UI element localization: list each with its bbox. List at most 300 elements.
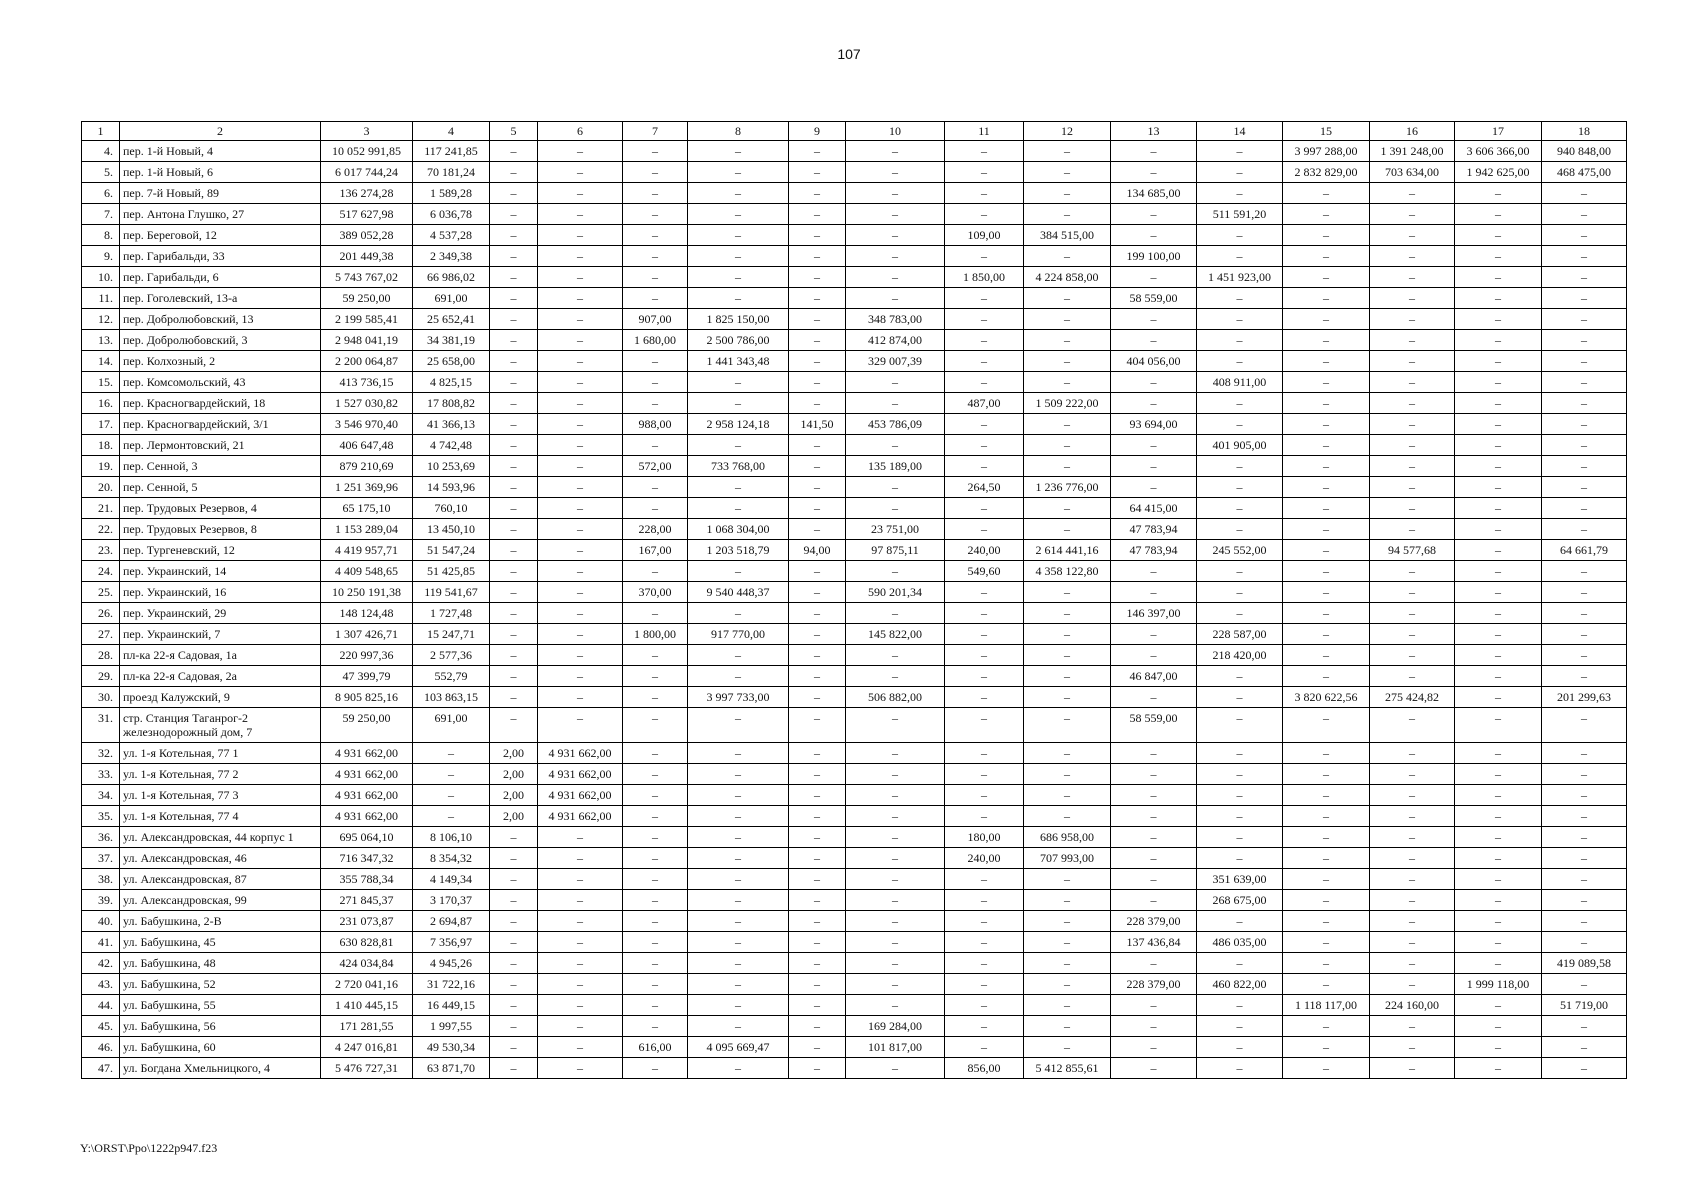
value-cell: – <box>1283 309 1370 330</box>
value-cell: – <box>1370 806 1455 827</box>
value-cell: 4 409 548,65 <box>321 561 413 582</box>
value-cell: – <box>538 1058 623 1079</box>
value-cell: – <box>789 953 846 974</box>
value-cell: – <box>413 806 490 827</box>
value-cell: – <box>1024 890 1111 911</box>
table-row <box>82 687 1627 708</box>
value-cell: 691,00 <box>413 288 490 309</box>
value-cell: 453 786,09 <box>846 414 945 435</box>
value-cell: – <box>1455 666 1542 687</box>
value-cell: – <box>789 246 846 267</box>
value-cell: – <box>1455 645 1542 666</box>
value-cell: – <box>1455 827 1542 848</box>
value-cell: – <box>789 225 846 246</box>
value-cell: – <box>1542 582 1627 603</box>
value-cell: 686 958,00 <box>1024 827 1111 848</box>
value-cell: – <box>945 435 1024 456</box>
value-cell: – <box>623 141 688 162</box>
value-cell: 201 299,63 <box>1542 687 1627 708</box>
value-cell: – <box>1283 393 1370 414</box>
value-cell: – <box>1455 561 1542 582</box>
value-cell: – <box>688 561 789 582</box>
value-cell: – <box>490 183 538 204</box>
value-cell: – <box>945 141 1024 162</box>
value-cell: – <box>846 204 945 225</box>
address-cell: пер. Украинский, 14 <box>120 561 321 582</box>
value-cell: – <box>1542 932 1627 953</box>
value-cell: – <box>490 540 538 561</box>
value-cell: – <box>1370 1016 1455 1037</box>
value-cell: – <box>945 708 1024 743</box>
value-cell: – <box>1370 953 1455 974</box>
value-cell: – <box>1197 141 1283 162</box>
value-cell: – <box>688 932 789 953</box>
value-cell: – <box>623 603 688 624</box>
value-cell: – <box>1024 204 1111 225</box>
value-cell: 8 354,32 <box>413 848 490 869</box>
table-row <box>82 666 1627 687</box>
value-cell: – <box>1024 1037 1111 1058</box>
value-cell: – <box>1455 953 1542 974</box>
value-cell: 136 274,28 <box>321 183 413 204</box>
value-cell: 404 056,00 <box>1111 351 1197 372</box>
value-cell: – <box>1542 330 1627 351</box>
value-cell: – <box>490 351 538 372</box>
column-header: 2 <box>120 122 321 141</box>
value-cell: – <box>1283 1016 1370 1037</box>
address-cell: ул. Бабушкина, 55 <box>120 995 321 1016</box>
table-row <box>82 995 1627 1016</box>
value-cell: – <box>1283 743 1370 764</box>
value-cell: – <box>623 477 688 498</box>
value-cell: 4 358 122,80 <box>1024 561 1111 582</box>
value-cell: – <box>623 561 688 582</box>
value-cell: – <box>1024 246 1111 267</box>
value-cell: – <box>1455 785 1542 806</box>
value-cell: 228,00 <box>623 519 688 540</box>
value-cell: 8 106,10 <box>413 827 490 848</box>
value-cell: – <box>490 456 538 477</box>
value-cell: – <box>846 764 945 785</box>
value-cell: – <box>945 1037 1024 1058</box>
value-cell: 220 997,36 <box>321 645 413 666</box>
value-cell: 51 719,00 <box>1542 995 1627 1016</box>
value-cell: – <box>623 974 688 995</box>
value-cell: 2 958 124,18 <box>688 414 789 435</box>
value-cell: 2 948 041,19 <box>321 330 413 351</box>
value-cell: 355 788,34 <box>321 869 413 890</box>
address-cell: пер. 7-й Новый, 89 <box>120 183 321 204</box>
column-header: 5 <box>490 122 538 141</box>
value-cell: – <box>490 1016 538 1037</box>
value-cell: – <box>490 687 538 708</box>
value-cell: – <box>1111 309 1197 330</box>
value-cell: – <box>789 267 846 288</box>
value-cell: – <box>945 645 1024 666</box>
value-cell: 66 986,02 <box>413 267 490 288</box>
value-cell: – <box>1542 708 1627 743</box>
value-cell: 201 449,38 <box>321 246 413 267</box>
value-cell: – <box>846 932 945 953</box>
value-cell: – <box>538 351 623 372</box>
value-cell: – <box>413 743 490 764</box>
value-cell: – <box>789 848 846 869</box>
value-cell: 228 587,00 <box>1197 624 1283 645</box>
value-cell: – <box>413 785 490 806</box>
value-cell: – <box>1455 456 1542 477</box>
value-cell: – <box>945 351 1024 372</box>
value-cell: – <box>1111 1058 1197 1079</box>
value-cell: – <box>1197 183 1283 204</box>
value-cell: – <box>1370 645 1455 666</box>
value-cell: 63 871,70 <box>413 1058 490 1079</box>
row-number: 37. <box>82 848 120 869</box>
table-row <box>82 141 1627 162</box>
value-cell: 23 751,00 <box>846 519 945 540</box>
value-cell: 1 307 426,71 <box>321 624 413 645</box>
value-cell: – <box>1455 351 1542 372</box>
value-cell: 141,50 <box>789 414 846 435</box>
value-cell: 419 089,58 <box>1542 953 1627 974</box>
address-cell: пер. 1-й Новый, 6 <box>120 162 321 183</box>
value-cell: 1 727,48 <box>413 603 490 624</box>
row-number: 19. <box>82 456 120 477</box>
value-cell: – <box>1197 309 1283 330</box>
value-cell: – <box>1197 288 1283 309</box>
value-cell: – <box>688 1058 789 1079</box>
value-cell: – <box>945 204 1024 225</box>
value-cell: – <box>1542 393 1627 414</box>
value-cell: – <box>490 372 538 393</box>
value-cell: 47 399,79 <box>321 666 413 687</box>
value-cell: – <box>1455 743 1542 764</box>
value-cell: – <box>1111 743 1197 764</box>
column-header: 13 <box>1111 122 1197 141</box>
row-number: 27. <box>82 624 120 645</box>
value-cell: – <box>1283 603 1370 624</box>
value-cell: – <box>623 785 688 806</box>
value-cell: – <box>538 414 623 435</box>
value-cell: – <box>1370 183 1455 204</box>
value-cell: 240,00 <box>945 848 1024 869</box>
value-cell: – <box>1542 435 1627 456</box>
value-cell: – <box>1370 435 1455 456</box>
value-cell: 506 882,00 <box>846 687 945 708</box>
row-number: 10. <box>82 267 120 288</box>
value-cell: 59 250,00 <box>321 288 413 309</box>
value-cell: – <box>789 1037 846 1058</box>
value-cell: – <box>688 162 789 183</box>
value-cell: – <box>538 435 623 456</box>
value-cell: – <box>1370 708 1455 743</box>
value-cell: – <box>688 869 789 890</box>
value-cell: – <box>1111 1016 1197 1037</box>
address-cell: пер. Береговой, 12 <box>120 225 321 246</box>
table-row <box>82 603 1627 624</box>
value-cell: – <box>1370 666 1455 687</box>
value-cell: 103 863,15 <box>413 687 490 708</box>
value-cell: – <box>490 827 538 848</box>
value-cell: – <box>1024 869 1111 890</box>
value-cell: – <box>1455 890 1542 911</box>
value-cell: – <box>1111 582 1197 603</box>
value-cell: – <box>1111 162 1197 183</box>
value-cell: – <box>1024 498 1111 519</box>
row-number: 32. <box>82 743 120 764</box>
table-body <box>82 122 1627 1079</box>
value-cell: – <box>1024 764 1111 785</box>
row-number: 44. <box>82 995 120 1016</box>
value-cell: 268 675,00 <box>1197 890 1283 911</box>
value-cell: 3 820 622,56 <box>1283 687 1370 708</box>
value-cell: 1 391 248,00 <box>1370 141 1455 162</box>
value-cell: – <box>846 141 945 162</box>
table-row <box>82 708 1627 743</box>
value-cell: – <box>1283 330 1370 351</box>
value-cell: – <box>1283 645 1370 666</box>
value-cell: – <box>1542 183 1627 204</box>
value-cell: – <box>1455 288 1542 309</box>
value-cell: – <box>945 687 1024 708</box>
value-cell: – <box>490 1037 538 1058</box>
value-cell: 2,00 <box>490 785 538 806</box>
address-cell: ул. 1-я Котельная, 77 3 <box>120 785 321 806</box>
value-cell: – <box>1197 603 1283 624</box>
column-header: 12 <box>1024 122 1111 141</box>
value-cell: – <box>1542 869 1627 890</box>
value-cell: – <box>688 267 789 288</box>
value-cell: – <box>1111 890 1197 911</box>
value-cell: – <box>1370 932 1455 953</box>
row-number: 14. <box>82 351 120 372</box>
value-cell: – <box>688 183 789 204</box>
value-cell: – <box>1111 267 1197 288</box>
value-cell: – <box>1111 141 1197 162</box>
value-cell: – <box>1283 519 1370 540</box>
address-cell: пер. Гоголевский, 13-а <box>120 288 321 309</box>
value-cell: – <box>789 582 846 603</box>
value-cell: 517 627,98 <box>321 204 413 225</box>
value-cell: – <box>846 666 945 687</box>
value-cell: 486 035,00 <box>1197 932 1283 953</box>
value-cell: – <box>538 456 623 477</box>
value-cell: – <box>945 911 1024 932</box>
value-cell: 7 356,97 <box>413 932 490 953</box>
value-cell: – <box>688 743 789 764</box>
value-cell: – <box>846 743 945 764</box>
value-cell: – <box>1455 932 1542 953</box>
value-cell: – <box>846 246 945 267</box>
value-cell: – <box>789 932 846 953</box>
value-cell: 1 203 518,79 <box>688 540 789 561</box>
value-cell: – <box>538 869 623 890</box>
table-row <box>82 764 1627 785</box>
value-cell: – <box>1455 414 1542 435</box>
value-cell: – <box>1197 414 1283 435</box>
value-cell: – <box>1455 582 1542 603</box>
value-cell: – <box>490 666 538 687</box>
table-row <box>82 743 1627 764</box>
value-cell: – <box>1542 603 1627 624</box>
row-number: 30. <box>82 687 120 708</box>
table-row <box>82 435 1627 456</box>
row-number: 39. <box>82 890 120 911</box>
table-row <box>82 330 1627 351</box>
address-cell: ул. Бабушкина, 48 <box>120 953 321 974</box>
value-cell: – <box>1283 785 1370 806</box>
value-cell: – <box>490 1058 538 1079</box>
value-cell: – <box>789 498 846 519</box>
value-cell: – <box>413 764 490 785</box>
value-cell: 146 397,00 <box>1111 603 1197 624</box>
value-cell: – <box>688 603 789 624</box>
value-cell: – <box>538 330 623 351</box>
value-cell: – <box>1024 372 1111 393</box>
value-cell: – <box>1542 890 1627 911</box>
value-cell: – <box>1455 393 1542 414</box>
value-cell: 137 436,84 <box>1111 932 1197 953</box>
value-cell: – <box>846 869 945 890</box>
value-cell: 49 530,34 <box>413 1037 490 1058</box>
value-cell: – <box>538 687 623 708</box>
value-cell: – <box>623 743 688 764</box>
value-cell: – <box>846 477 945 498</box>
value-cell: 51 425,85 <box>413 561 490 582</box>
value-cell: – <box>846 162 945 183</box>
value-cell: – <box>1542 743 1627 764</box>
value-cell: – <box>1370 456 1455 477</box>
value-cell: – <box>1197 687 1283 708</box>
value-cell: – <box>688 827 789 848</box>
value-cell: – <box>1283 225 1370 246</box>
value-cell: – <box>1542 848 1627 869</box>
value-cell: – <box>623 666 688 687</box>
value-cell: – <box>1542 225 1627 246</box>
table-row <box>82 806 1627 827</box>
value-cell: – <box>1197 225 1283 246</box>
value-cell: – <box>623 246 688 267</box>
row-number: 20. <box>82 477 120 498</box>
value-cell: – <box>846 911 945 932</box>
value-cell: – <box>1197 953 1283 974</box>
address-cell: пл-ка 22-я Садовая, 2а <box>120 666 321 687</box>
value-cell: – <box>688 708 789 743</box>
value-cell: – <box>789 309 846 330</box>
value-cell: – <box>1370 1058 1455 1079</box>
value-cell: 224 160,00 <box>1370 995 1455 1016</box>
value-cell: – <box>1455 764 1542 785</box>
value-cell: – <box>688 890 789 911</box>
value-cell: 199 100,00 <box>1111 246 1197 267</box>
value-cell: – <box>1370 911 1455 932</box>
row-number: 4. <box>82 141 120 162</box>
value-cell: – <box>1111 848 1197 869</box>
value-cell: – <box>1455 911 1542 932</box>
column-header: 10 <box>846 122 945 141</box>
address-cell: пер. Сенной, 3 <box>120 456 321 477</box>
value-cell: – <box>538 645 623 666</box>
address-cell: пер. 1-й Новый, 4 <box>120 141 321 162</box>
value-cell: – <box>538 141 623 162</box>
value-cell: – <box>1111 204 1197 225</box>
value-cell: – <box>688 995 789 1016</box>
value-cell: – <box>1370 582 1455 603</box>
value-cell: – <box>1283 890 1370 911</box>
value-cell: – <box>789 995 846 1016</box>
file-path-footer: Y:\ORST\Ppo\1222p947.f23 <box>80 1141 218 1155</box>
value-cell: – <box>490 932 538 953</box>
value-cell: – <box>789 666 846 687</box>
value-cell: 572,00 <box>623 456 688 477</box>
value-cell: – <box>623 393 688 414</box>
value-cell: – <box>623 204 688 225</box>
value-cell: 351 639,00 <box>1197 869 1283 890</box>
value-cell: – <box>945 414 1024 435</box>
row-number: 45. <box>82 1016 120 1037</box>
value-cell: – <box>1024 183 1111 204</box>
value-cell: – <box>945 246 1024 267</box>
value-cell: – <box>1283 435 1370 456</box>
value-cell: – <box>623 687 688 708</box>
table-row <box>82 183 1627 204</box>
value-cell: – <box>538 911 623 932</box>
value-cell: 58 559,00 <box>1111 708 1197 743</box>
row-number: 13. <box>82 330 120 351</box>
value-cell: – <box>538 890 623 911</box>
value-cell: 2 500 786,00 <box>688 330 789 351</box>
value-cell: – <box>1197 561 1283 582</box>
value-cell: – <box>1542 498 1627 519</box>
value-cell: – <box>1197 1037 1283 1058</box>
value-cell: – <box>1197 743 1283 764</box>
value-cell: – <box>688 953 789 974</box>
value-cell: – <box>1111 645 1197 666</box>
value-cell: – <box>688 785 789 806</box>
value-cell: 879 210,69 <box>321 456 413 477</box>
value-cell: – <box>846 225 945 246</box>
value-cell: 15 247,71 <box>413 624 490 645</box>
value-cell: 5 743 767,02 <box>321 267 413 288</box>
value-cell: – <box>538 603 623 624</box>
value-cell: 4 742,48 <box>413 435 490 456</box>
value-cell: – <box>1370 869 1455 890</box>
value-cell: – <box>623 708 688 743</box>
value-cell: – <box>945 890 1024 911</box>
value-cell: – <box>688 498 789 519</box>
value-cell: 70 181,24 <box>413 162 490 183</box>
value-cell: – <box>1283 869 1370 890</box>
value-cell: – <box>490 890 538 911</box>
value-cell: – <box>490 995 538 1016</box>
value-cell: 97 875,11 <box>846 540 945 561</box>
value-cell: 760,10 <box>413 498 490 519</box>
table-row <box>82 393 1627 414</box>
row-number: 43. <box>82 974 120 995</box>
value-cell: 370,00 <box>623 582 688 603</box>
address-cell: ул. Богдана Хмельницкого, 4 <box>120 1058 321 1079</box>
value-cell: – <box>490 309 538 330</box>
table-row <box>82 561 1627 582</box>
address-cell: стр. Станция Таганрог-2 железнодорожный дом, 7 <box>120 708 321 743</box>
value-cell: – <box>538 1016 623 1037</box>
value-cell: – <box>688 666 789 687</box>
value-cell: – <box>1455 624 1542 645</box>
value-cell: – <box>490 708 538 743</box>
value-cell: – <box>1197 351 1283 372</box>
value-cell: 907,00 <box>623 309 688 330</box>
value-cell: 4 931 662,00 <box>538 764 623 785</box>
value-cell: – <box>538 204 623 225</box>
